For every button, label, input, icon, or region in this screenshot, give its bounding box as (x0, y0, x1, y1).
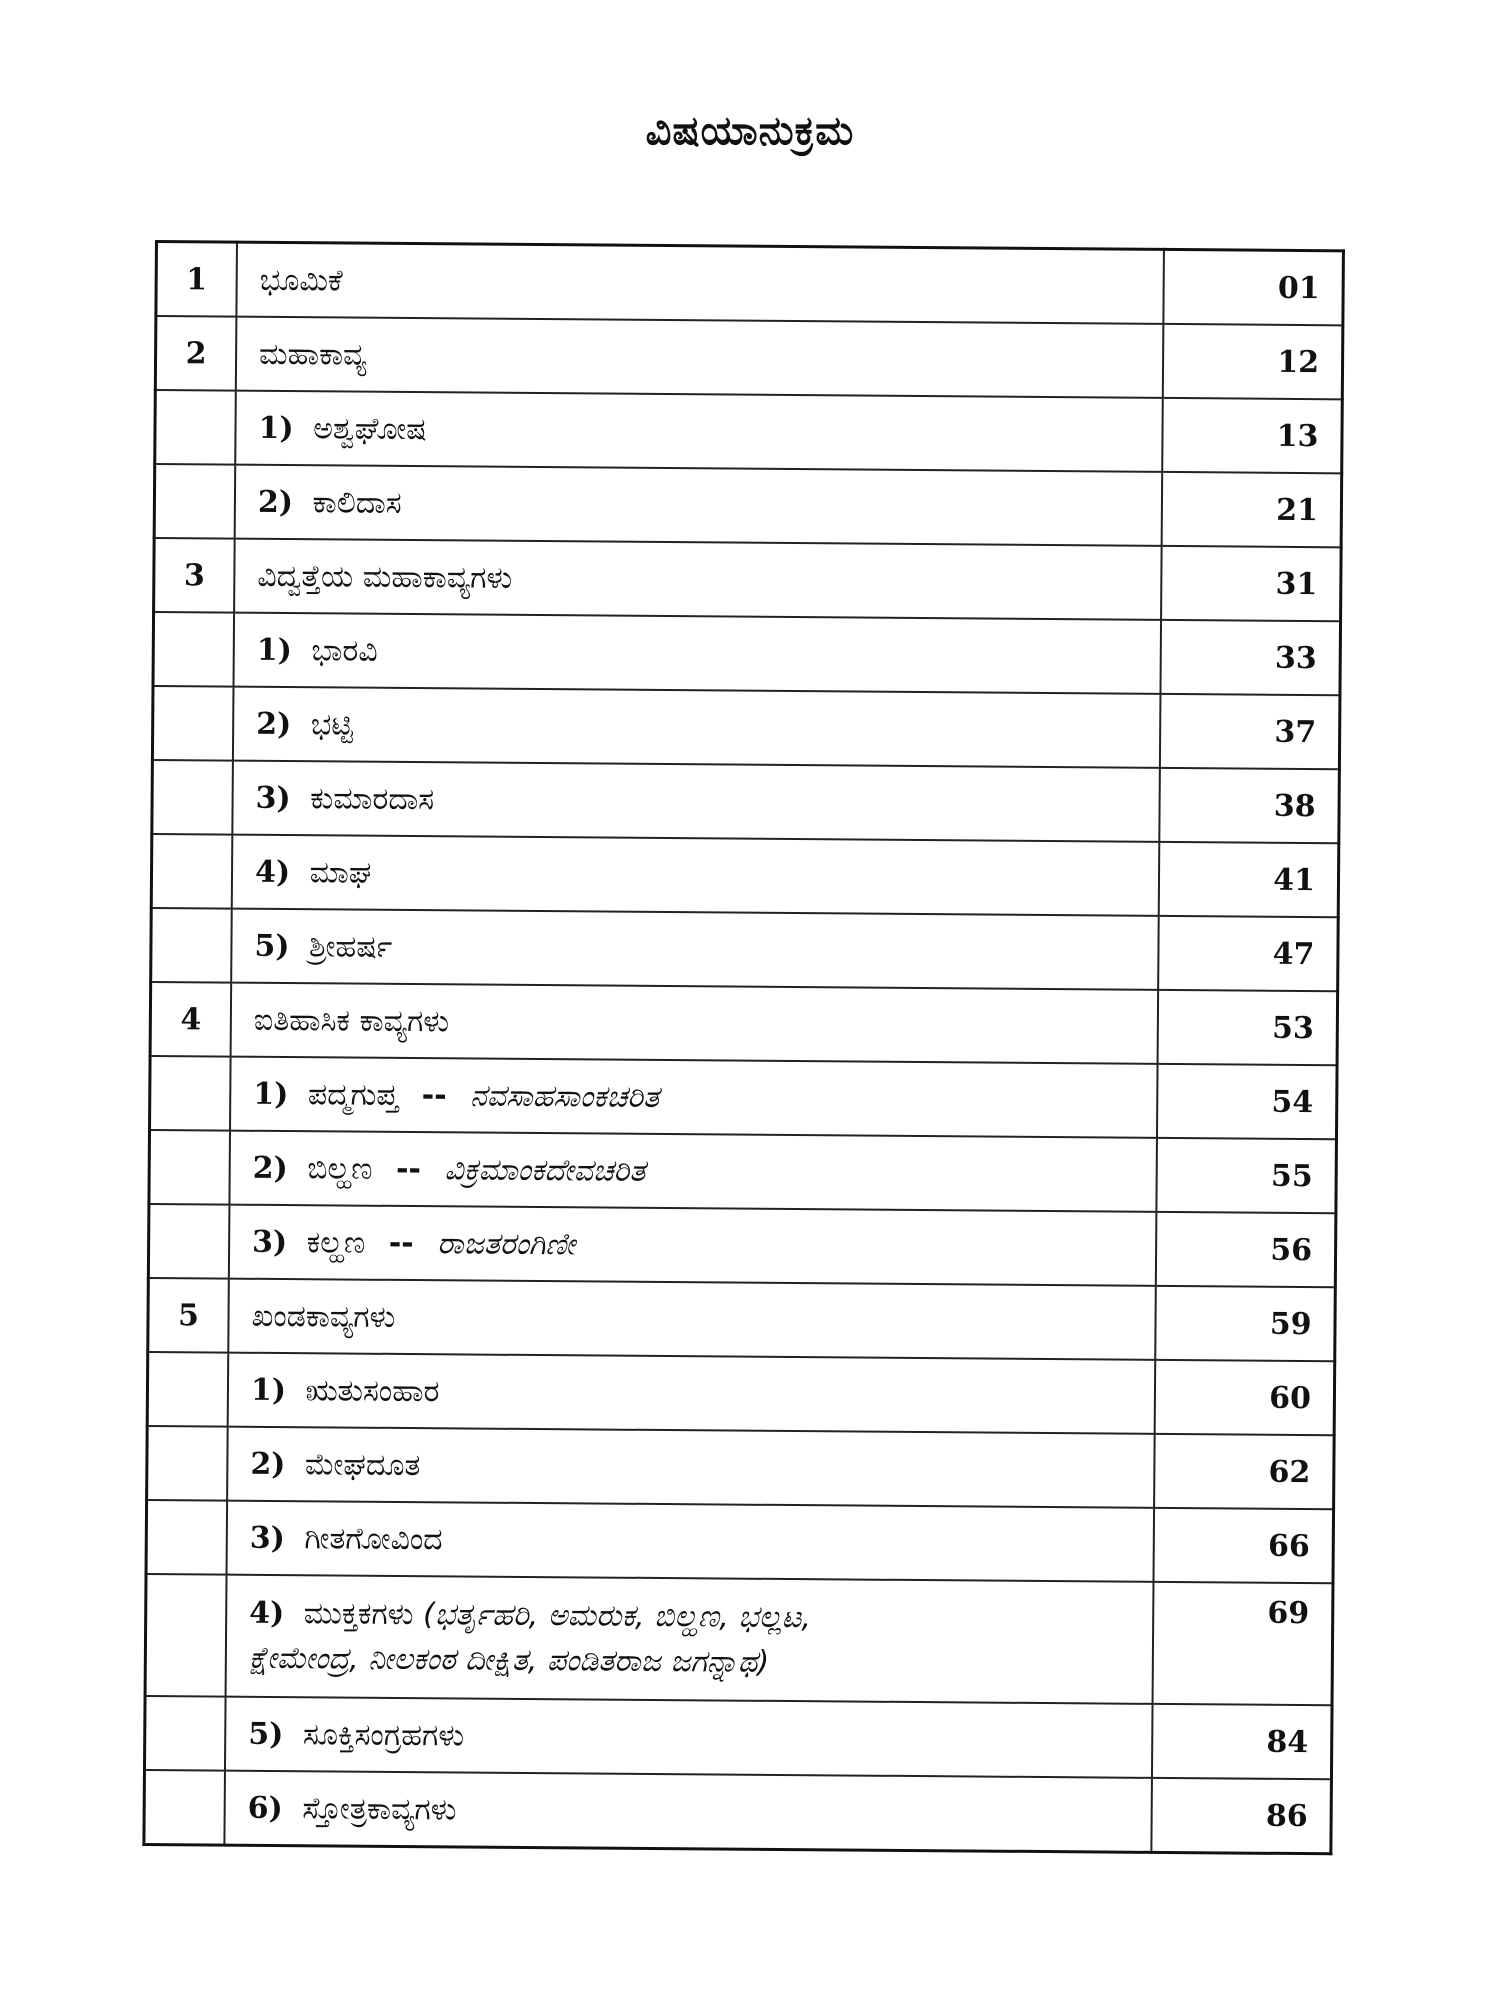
chapter-row[interactable] (150, 982, 1338, 1065)
section-index: 5) (248, 1716, 284, 1752)
section-index: 2) (257, 484, 294, 520)
empty-number-cell (153, 612, 234, 687)
section-title: ಕಲ್ಹಣ (306, 1224, 366, 1261)
section-index: 1) (253, 1076, 289, 1112)
section-title: ಸೂಕ್ತಿಸಂಗ್ರಹಗಳು (302, 1716, 465, 1753)
page-number: 01 (1163, 249, 1343, 325)
page-number: 47 (1158, 916, 1338, 991)
chapter-row[interactable] (155, 316, 1343, 399)
empty-number-cell (154, 464, 235, 539)
section-title: ಭಟ್ಟಿ (310, 706, 354, 743)
section-index: 1) (256, 632, 292, 668)
page-number: 55 (1156, 1138, 1336, 1213)
empty-number-cell (155, 390, 236, 465)
section-cell (229, 1205, 1157, 1286)
section-row[interactable] (147, 1352, 1335, 1435)
empty-number-cell (149, 1130, 230, 1205)
section-row[interactable] (154, 464, 1342, 547)
section-cell (225, 1697, 1153, 1778)
empty-number-cell (144, 1696, 225, 1771)
empty-number-cell (152, 760, 233, 835)
section-index: 6) (247, 1790, 283, 1826)
page-number: 59 (1155, 1286, 1335, 1361)
section-separator: -- (421, 1077, 447, 1113)
empty-number-cell (151, 834, 232, 909)
section-title: ಕಾಲಿದಾಸ (312, 484, 402, 521)
section-row[interactable] (147, 1426, 1335, 1509)
section-index: 3) (251, 1224, 288, 1260)
section-row[interactable] (144, 1696, 1332, 1779)
section-separator: -- (395, 1151, 422, 1187)
page-number: 53 (1158, 990, 1338, 1065)
section-row[interactable] (155, 390, 1343, 473)
section-row[interactable] (151, 908, 1339, 991)
chapter-title: ಭೂಮಿಕೆ (236, 242, 1164, 324)
page-number: 21 (1162, 472, 1342, 547)
page-number: 33 (1160, 620, 1340, 695)
contents-table (142, 240, 1345, 1855)
section-cell (230, 1057, 1158, 1138)
empty-number-cell (152, 686, 233, 761)
section-cell (231, 909, 1159, 990)
page-number: 60 (1155, 1360, 1335, 1435)
work-title: ರಾಜತರಂಗಿಣೀ (437, 1225, 576, 1262)
chapter-row[interactable] (156, 242, 1344, 326)
section-index: 2) (250, 1446, 286, 1482)
section-index: 4) (249, 1595, 285, 1632)
chapter-number: 5 (148, 1278, 229, 1353)
page-number: 62 (1154, 1434, 1334, 1509)
page-number: 38 (1159, 768, 1339, 843)
section-title: ಮಾಘ (309, 854, 372, 891)
section-separator: -- (388, 1225, 414, 1261)
section-row[interactable] (152, 760, 1340, 843)
empty-number-cell (147, 1352, 228, 1427)
empty-number-cell (147, 1426, 228, 1501)
empty-number-cell (145, 1574, 226, 1697)
section-cell (227, 1501, 1155, 1582)
section-title: ಸ್ತೋತ್ರಕಾವ್ಯಗಳು (302, 1790, 457, 1827)
section-cell (224, 1771, 1152, 1853)
chapter-number: 1 (156, 242, 237, 317)
poet-list-continued: ಕ್ಷೇಮೇಂದ್ರ, ನೀಲಕಂಠ ದೀಕ್ಷಿತ, ಪಂಡಿತರಾಜ ಜಗನ್ನಾಥ) (248, 1640, 770, 1680)
section-row[interactable] (151, 834, 1339, 917)
section-title: ಮೇಘದೂತ (304, 1446, 421, 1483)
empty-number-cell (146, 1500, 227, 1575)
chapter-number: 2 (155, 316, 236, 391)
page-number: 37 (1160, 694, 1340, 769)
section-index: 3) (249, 1520, 286, 1556)
section-title: ಶ್ರೀಹರ್ಷ (308, 928, 393, 965)
section-title: ಅಶ್ವಘೋಷ (313, 410, 427, 447)
page-number: 31 (1161, 546, 1341, 621)
chapter-row[interactable] (154, 538, 1342, 621)
section-index: 2) (256, 706, 292, 742)
section-index: 1) (250, 1372, 287, 1408)
section-cell (233, 613, 1161, 694)
chapter-title: ವಿದ್ವತ್ತೆಯ ಮಹಾಕಾವ್ಯಗಳು (234, 539, 1162, 620)
section-index: 3) (255, 780, 291, 816)
page-number: 54 (1157, 1064, 1337, 1139)
section-title: ಗೀತಗೋವಿಂದ (304, 1520, 443, 1557)
page-number: 86 (1151, 1778, 1331, 1854)
chapter-number: 4 (150, 982, 231, 1057)
section-cell (226, 1575, 1154, 1704)
section-row[interactable] (145, 1574, 1333, 1705)
section-cell (232, 835, 1160, 916)
section-title: ಮುಕ್ತಕಗಳು (303, 1596, 414, 1633)
section-title: ಪದ್ಮಗುಪ್ತ (307, 1076, 399, 1113)
section-cell (229, 1131, 1157, 1212)
section-row[interactable] (144, 1770, 1332, 1854)
page-number: 12 (1163, 324, 1343, 399)
chapter-number: 3 (154, 538, 235, 613)
section-title: ಬಿಲ್ಹಣ (307, 1150, 373, 1187)
section-cell (232, 761, 1160, 842)
empty-number-cell (151, 908, 232, 983)
section-cell (235, 391, 1163, 472)
page-number: 13 (1162, 398, 1342, 473)
section-index: 5) (254, 928, 290, 964)
section-title: ಭಾರವಿ (311, 632, 378, 669)
section-index: 1) (258, 410, 294, 446)
empty-number-cell (150, 1056, 231, 1131)
section-row[interactable] (146, 1500, 1334, 1583)
chapter-title: ಖಂಡಕಾವ್ಯಗಳು (228, 1279, 1156, 1360)
page-number: 69 (1153, 1582, 1333, 1705)
page-number: 56 (1156, 1212, 1336, 1287)
chapter-title: ಮಹಾಕಾವ್ಯ (236, 317, 1164, 398)
section-row[interactable] (148, 1204, 1336, 1287)
page-title: ವಿಷಯಾನುಕ್ರಮ (645, 108, 855, 154)
poet-list: (ಭರ್ತೃಹರಿ, ಅಮರುಕ, ಬಿಲ್ಹಣ, ಭಲ್ಲಟ, (422, 1597, 812, 1636)
chapter-row[interactable] (148, 1278, 1336, 1361)
section-cell (233, 687, 1161, 768)
section-row[interactable] (153, 612, 1341, 695)
section-row[interactable] (150, 1056, 1338, 1139)
page-number: 41 (1159, 842, 1339, 917)
chapter-title: ಐತಿಹಾಸಿಕ ಕಾವ್ಯಗಳು (231, 983, 1159, 1064)
empty-number-cell (144, 1770, 225, 1845)
section-index: 2) (252, 1150, 288, 1186)
section-cell (235, 465, 1163, 546)
page-number: 66 (1153, 1508, 1333, 1583)
section-cell (228, 1353, 1156, 1434)
work-title: ವಿಕ್ರಮಾಂಕದೇವಚರಿತ (444, 1151, 646, 1189)
empty-number-cell (148, 1204, 229, 1279)
section-title: ಋತುಸಂಹಾರ (305, 1372, 440, 1409)
section-row[interactable] (152, 686, 1340, 769)
section-row[interactable] (149, 1130, 1337, 1213)
section-title: ಕುಮಾರದಾಸ (310, 780, 435, 817)
section-cell (227, 1427, 1155, 1508)
work-title: ನವಸಾಹಸಾಂಕಚರಿತ (470, 1078, 660, 1115)
page-number: 84 (1152, 1704, 1332, 1779)
section-index: 4) (254, 854, 291, 890)
